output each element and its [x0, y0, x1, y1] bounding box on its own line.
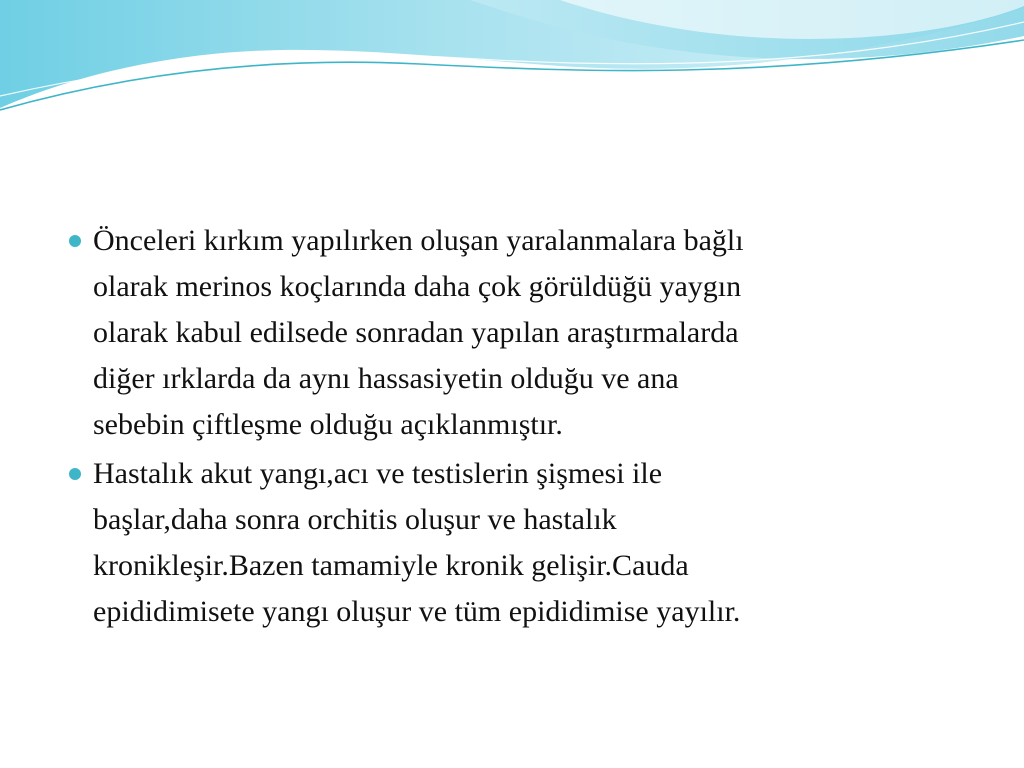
bullet-item	[64, 451, 964, 635]
bullet-text: Hastalık akut yangı,acı ve testislerin şişmesi ile başlar,daha sonra orchitis oluşur ve hastalık kronikleşir.Bazen tamamiyle kronik gelişir.Cauda epididimisete yangı oluşur ve tüm epididimise yayılır.	[93, 457, 741, 628]
bullet-list	[64, 218, 964, 635]
bullet-text: Önceleri kırkım yapılırken oluşan yaralanmalara bağlı olarak merinos koçlarında daha çok görüldüğü yaygın olarak kabul edilsede sonradan yapılan araştırmalarda diğer ırklarda da aynı hassasiyetin olduğu ve ana sebebin çiftleşme olduğu açıklanmıştır.	[93, 224, 744, 441]
header-wave-decoration	[0, 0, 1024, 130]
bullet-dot-icon	[69, 468, 81, 480]
bullet-dot-icon	[69, 235, 81, 247]
content-area	[64, 218, 964, 638]
bullet-item	[64, 218, 964, 448]
